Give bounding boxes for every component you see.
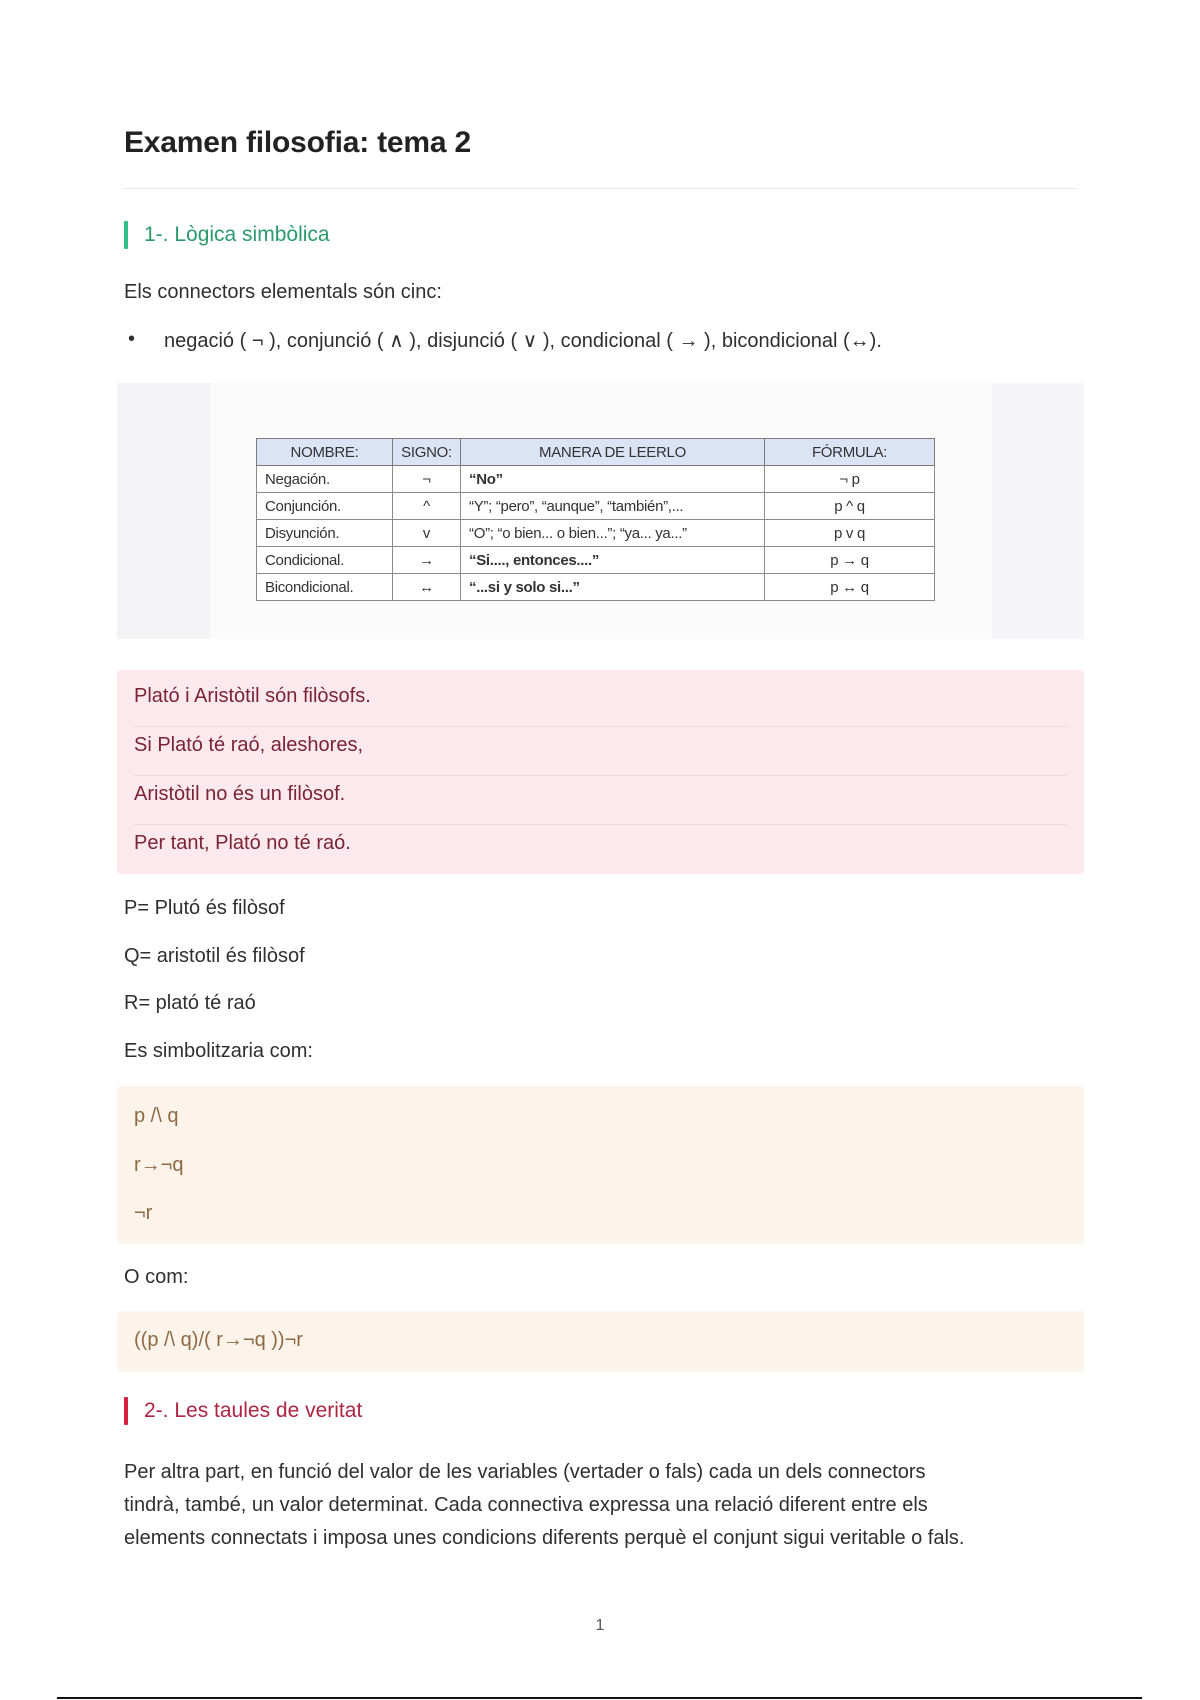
formula-line: r→¬q (134, 1154, 184, 1176)
connectors-table-image (117, 383, 1084, 639)
closing-line: Per altra part, en funció del valor de les variables (vertader o fals) cada un dels connectors (124, 1461, 926, 1483)
section-heading-1-text: 1-. Lògica simbòlica (144, 223, 330, 246)
table-cell: “O”; “o bien... o bien...”; “ya... ya...” (461, 520, 765, 547)
table-header-row (257, 439, 935, 466)
connectors-bullet-text: negació ( ¬ ), conjunció ( ∧ ), disjunció ( ∨ ), condicional ( → ), bicondicional (↔). (164, 330, 882, 352)
table-cell: p v q (765, 520, 935, 547)
table-row (257, 547, 935, 574)
title-divider (124, 188, 1076, 189)
table-cell: p ↔ q (765, 574, 935, 601)
table-cell: Condicional. (257, 547, 393, 574)
table-cell: ↔ (393, 574, 461, 601)
connectors-table (256, 438, 935, 601)
formula-line: ¬r (134, 1202, 153, 1224)
section-heading-2 (124, 1397, 362, 1425)
table-row (257, 520, 935, 547)
table-cell: “Si...., entonces....” (461, 547, 765, 574)
table-cell: ¬ p (765, 466, 935, 493)
or-label: O com: (124, 1266, 189, 1288)
argument-line: Aristòtil no és un filòsof. (134, 783, 346, 805)
table-cell: Conjunción. (257, 493, 393, 520)
table-cell: Negación. (257, 466, 393, 493)
section-accent-bar (124, 221, 128, 249)
table-cell: → (393, 547, 461, 574)
closing-line: tindrà, també, un valor determinat. Cada connectiva expressa una relació diferent entre els (124, 1494, 928, 1516)
combined-formula: ((p /\ q)/( r→¬q ))¬r (134, 1329, 303, 1351)
page-bottom-rule (57, 1697, 1142, 1699)
table-cell: Disyunción. (257, 520, 393, 547)
intro-text: Els connectors elementals són cinc: (124, 281, 442, 303)
argument-callout (117, 670, 1084, 874)
argument-line: Si Plató té raó, aleshores, (134, 734, 364, 756)
variable-definition: P= Plutó és filòsof (124, 897, 285, 919)
table-row (257, 466, 935, 493)
table-cell: v (393, 520, 461, 547)
column-header: NOMBRE: (257, 439, 393, 466)
variable-definition: Q= aristotil és filòsof (124, 945, 305, 967)
closing-paragraph (124, 1456, 964, 1555)
table-cell: “Y”; “pero”, “aunque”, “también”,... (461, 493, 765, 520)
section-accent-bar (124, 1397, 128, 1425)
column-header: SIGNO: (393, 439, 461, 466)
section-heading-1 (124, 221, 330, 249)
table-cell: ¬ (393, 466, 461, 493)
argument-line: Per tant, Plató no té raó. (134, 832, 351, 854)
table-cell: ^ (393, 493, 461, 520)
page-number: 1 (595, 1617, 605, 1634)
section-heading-2-text: 2-. Les taules de veritat (144, 1399, 363, 1422)
table-cell: Bicondicional. (257, 574, 393, 601)
table-row (257, 493, 935, 520)
formula-line: p /\ q (134, 1105, 179, 1127)
argument-line: Plató i Aristòtil són filòsofs. (134, 685, 371, 707)
table-cell: “No” (461, 466, 765, 493)
closing-line: elements connectats i imposa unes condicions diferents perquè el conjunt sigui veritable o fals. (124, 1527, 965, 1549)
combined-formula-callout (117, 1311, 1084, 1372)
column-header: MANERA DE LEERLO (461, 439, 765, 466)
formulas-callout (117, 1086, 1084, 1244)
column-header: FÓRMULA: (765, 439, 935, 466)
table-cell: “...si y solo si...” (461, 574, 765, 601)
table-row (257, 574, 935, 601)
symbolize-label: Es simbolitzaria com: (124, 1040, 313, 1062)
table-cell: p → q (765, 547, 935, 574)
page-title: Examen filosofia: tema 2 (124, 126, 471, 159)
connectors-bullet (124, 328, 882, 353)
variable-definition: R= plató té raó (124, 992, 256, 1014)
bullet-icon: • (128, 328, 136, 350)
table-cell: p ^ q (765, 493, 935, 520)
